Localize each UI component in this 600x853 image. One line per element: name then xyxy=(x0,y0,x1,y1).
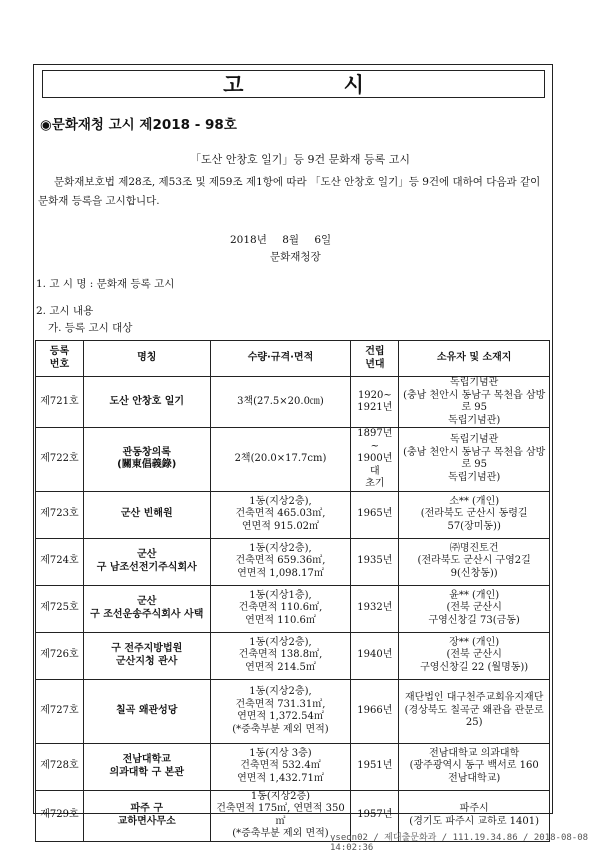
table-row xyxy=(36,377,550,428)
cell-owner: 전남대학교 의과대학 (광주광역시 동구 백서로 160 전남대학교) xyxy=(399,743,550,790)
cell-name: 도산 안창호 일기 xyxy=(83,377,210,428)
item-notice-title: 1. 고 시 명 : 문화재 등록 고시 xyxy=(36,278,175,290)
cell-spec: 1동(지상2층), 건축면적 138.8㎡, 연면적 214.5㎡ xyxy=(210,632,351,679)
print-footer: yseon02 / 제대출문화과 / 111.19.34.86 / 2018-08-08 14:02:36 xyxy=(330,833,589,853)
cell-spec: 1동(지상1층), 건축면적 110.6㎡, 연면적 110.6㎡ xyxy=(210,585,351,632)
cell-name: 전남대학교 의과대학 구 본관 xyxy=(83,743,210,790)
cell-year: 1951년 xyxy=(351,743,399,790)
table-header-row xyxy=(36,341,550,377)
notice-date: 2018년 8월 6일 xyxy=(230,234,332,246)
cell-spec: 1동(지상2층), 건축면적 731.31㎡, 연면적 1,372.54㎡ (*증축부분 제외 면적) xyxy=(210,679,351,743)
header-year: 건립 년대 xyxy=(351,341,399,377)
header-owner: 소유자 및 소재지 xyxy=(399,341,550,377)
cell-owner: 윤** (개인) (전북 군산시 구영신창길 73(금동) xyxy=(399,585,550,632)
notice-subtitle: 「도산 안창호 일기」등 9건 문화재 등록 고시 xyxy=(190,153,410,166)
cell-owner: 독립기념관 (충남 천안시 동남구 목천읍 삼방로 95 독립기념관) xyxy=(399,377,550,428)
intro-paragraph: 문화재보호법 제28조, 제53조 및 제59조 제1항에 따라 「도산 안창호 일기」등 9건에 대하여 다음과 같이 문화재 등록을 고시합니다. xyxy=(38,176,541,207)
cell-reg-no: 제721호 xyxy=(36,377,84,428)
cell-spec: 1동(지상2층), 건축면적 465.03㎡, 연면적 915.02㎡ xyxy=(210,491,351,538)
cell-reg-no: 제729호 xyxy=(36,790,84,841)
table-row xyxy=(36,428,550,492)
cell-name: 칠곡 왜관성당 xyxy=(83,679,210,743)
cell-year: 1940년 xyxy=(351,632,399,679)
registration-table xyxy=(35,340,550,842)
issuing-agency: 문화재청장 xyxy=(270,251,321,263)
cell-year: 1966년 xyxy=(351,679,399,743)
notice-heading xyxy=(42,70,545,98)
cell-name: 군산 빈해원 xyxy=(83,491,210,538)
cell-year: 1897년~ 1900년대 초기 xyxy=(351,428,399,492)
cell-reg-no: 제725호 xyxy=(36,585,84,632)
item-notice-content: 2. 고시 내용 xyxy=(36,305,94,317)
cell-owner: 파주시 (경기도 파주시 교하로 1401) xyxy=(399,790,550,841)
notice-number: ◉문화재청 고시 제2018 - 98호 xyxy=(40,117,237,133)
cell-owner: 장** (개인) (전북 군산시 구영신창길 22 (월명동)) xyxy=(399,632,550,679)
header-name: 명칭 xyxy=(83,341,210,377)
cell-spec: 2책(20.0×17.7cm) xyxy=(210,428,351,492)
table-row xyxy=(36,491,550,538)
table-row xyxy=(36,743,550,790)
cell-name: 군산 구 남조선전기주식회사 xyxy=(83,538,210,585)
cell-year: 1920~ 1921년 xyxy=(351,377,399,428)
header-reg-no: 등록 번호 xyxy=(36,341,84,377)
cell-year: 1935년 xyxy=(351,538,399,585)
cell-owner: 소** (개인) (전라북도 군산시 동령길 57(장미동)) xyxy=(399,491,550,538)
cell-spec: 1동(지상 3층) 건축면적 532.4㎡ 연면적 1,432.71㎡ xyxy=(210,743,351,790)
cell-year: 1965년 xyxy=(351,491,399,538)
cell-reg-no: 제724호 xyxy=(36,538,84,585)
cell-name: 군산 구 조선운송주식회사 사택 xyxy=(83,585,210,632)
cell-year: 1957년 xyxy=(351,790,399,841)
table-row xyxy=(36,632,550,679)
cell-spec: 1동(지상2층) 건축면적 175㎡, 연면적 350㎡ (*증축부분 제외 면적) xyxy=(210,790,351,841)
cell-name: 관동창의록 (關東倡義錄) xyxy=(83,428,210,492)
cell-reg-no: 제727호 xyxy=(36,679,84,743)
header-spec: 수량·규격·면적 xyxy=(210,341,351,377)
heading-char-2: 시 xyxy=(343,73,364,97)
item-registration-targets: 가. 등록 고시 대상 xyxy=(48,322,133,334)
cell-name: 파주 구 교하면사무소 xyxy=(83,790,210,841)
cell-reg-no: 제726호 xyxy=(36,632,84,679)
cell-name: 구 전주지방법원 군산지청 관사 xyxy=(83,632,210,679)
cell-spec: 3책(27.5×20.0㎝) xyxy=(210,377,351,428)
table-row xyxy=(36,679,550,743)
cell-year: 1932년 xyxy=(351,585,399,632)
cell-owner: 독립기념관 (충남 천안시 동남구 목천읍 삼방로 95 독립기념관) xyxy=(399,428,550,492)
cell-owner: ㈜명진토건 (전라북도 군산시 구영2길 9(신창동)) xyxy=(399,538,550,585)
cell-spec: 1동(지상2층), 건축면적 659.36㎡, 연면적 1,098.17㎡ xyxy=(210,538,351,585)
heading-char-1: 고 xyxy=(223,73,244,97)
cell-reg-no: 제722호 xyxy=(36,428,84,492)
cell-reg-no: 제728호 xyxy=(36,743,84,790)
table-row xyxy=(36,585,550,632)
cell-owner: 재단법인 대구천주교회유지재단 (경상북도 칠곡군 왜관읍 관문로 25) xyxy=(399,679,550,743)
cell-reg-no: 제723호 xyxy=(36,491,84,538)
table-row xyxy=(36,538,550,585)
